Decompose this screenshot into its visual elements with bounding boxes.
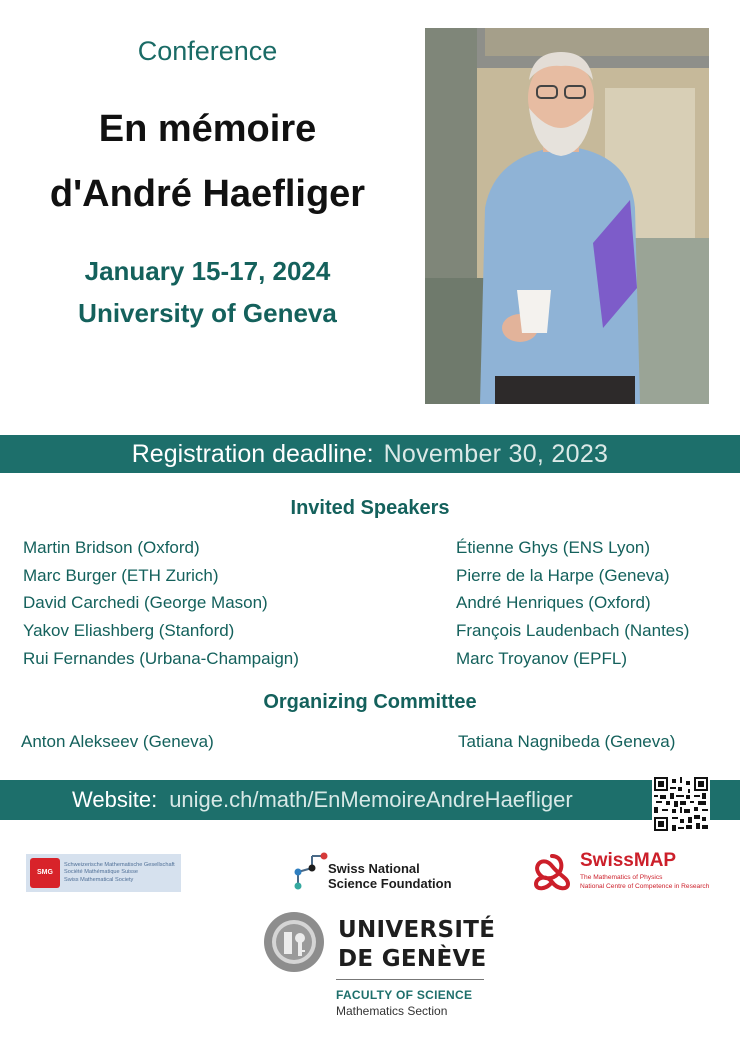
speaker-item: Martin Bridson (Oxford) bbox=[23, 538, 200, 557]
swissmap-name: SwissMAP bbox=[580, 850, 677, 871]
title-line-2: d'André Haefliger bbox=[49, 173, 366, 215]
committee-left bbox=[21, 728, 214, 756]
faculty-name: FACULTY OF SCIENCE bbox=[336, 988, 473, 1002]
conference-label: Conference bbox=[137, 36, 278, 66]
speakers-right-column bbox=[456, 534, 689, 672]
title-line-1: En mémoire bbox=[98, 108, 317, 150]
unige-name bbox=[338, 916, 495, 974]
registration-banner bbox=[0, 435, 740, 473]
snsf-network-icon bbox=[288, 850, 328, 894]
unige-seal-graphic bbox=[262, 910, 326, 974]
committee-right bbox=[458, 728, 675, 756]
website-banner bbox=[0, 780, 740, 820]
speaker-item: David Carchedi (George Mason) bbox=[23, 593, 268, 613]
unige-seal-icon bbox=[262, 910, 326, 974]
committee-member: Tatiana Nagnibeda (Geneva) bbox=[458, 732, 676, 751]
smg-badge-icon bbox=[30, 858, 60, 888]
registration-deadline: November 30, 2023 bbox=[383, 439, 609, 468]
speaker-item: Pierre de la Harpe (Geneva) bbox=[456, 565, 670, 585]
speaker-item: François Laudenbach (Nantes) bbox=[456, 621, 690, 641]
swissmap-logo bbox=[530, 850, 720, 894]
smg-name-de: Schweizerische Mathematische Gesellschaft bbox=[64, 861, 175, 868]
section-name: Mathematics Section bbox=[336, 1004, 448, 1018]
portrait-photo bbox=[425, 28, 709, 404]
smg-name-fr: Société Mathématique Suisse bbox=[64, 869, 139, 876]
smg-names bbox=[64, 862, 175, 885]
speaker-item: André Henriques (Oxford) bbox=[456, 593, 651, 613]
smg-logo bbox=[26, 854, 181, 892]
swissmap-subtitle bbox=[580, 874, 709, 891]
speaker-item: Rui Fernandes (Urbana-Champaign) bbox=[23, 648, 299, 668]
speaker-item: Étienne Ghys (ENS Lyon) bbox=[456, 538, 651, 557]
snsf-name-line-1: Swiss National bbox=[328, 861, 420, 876]
smg-name-en: Swiss Mathematical Society bbox=[64, 876, 134, 883]
qr-code-icon bbox=[654, 777, 708, 831]
qr-code[interactable] bbox=[652, 775, 710, 833]
swissmap-subtitle-line-2: National Centre of Competence in Research bbox=[580, 882, 710, 890]
snsf-name-line-2: Science Foundation bbox=[328, 875, 452, 891]
registration-label: Registration deadline: bbox=[131, 439, 374, 468]
portrait-illustration bbox=[425, 28, 709, 404]
conference-venue: University of Geneva bbox=[78, 298, 337, 328]
speaker-item: Marc Troyanov (EPFL) bbox=[456, 648, 627, 668]
smg-badge-text: SMG bbox=[37, 869, 53, 877]
conference-dates: January 15-17, 2024 bbox=[84, 256, 331, 286]
speakers-left-column bbox=[23, 534, 299, 672]
unige-divider bbox=[336, 979, 484, 980]
website-label: Website: bbox=[72, 787, 158, 812]
invited-speakers-heading: Invited Speakers bbox=[290, 497, 450, 519]
speaker-item: Yakov Eliashberg (Stanford) bbox=[23, 621, 235, 641]
speaker-item: Marc Burger (ETH Zurich) bbox=[23, 565, 219, 585]
website-link[interactable]: unige.ch/math/EnMemoireAndreHaefliger bbox=[169, 787, 573, 812]
committee-member: Anton Alekseev (Geneva) bbox=[21, 732, 214, 751]
snsf-name bbox=[328, 862, 452, 892]
organizing-committee-heading: Organizing Committee bbox=[263, 691, 477, 713]
snsf-logo bbox=[288, 850, 478, 894]
unige-name-line-2: DE GENÈVE bbox=[338, 945, 487, 972]
unige-name-line-1: UNIVERSITÉ bbox=[338, 917, 496, 943]
swissmap-subtitle-line-1: The Mathematics of Physics bbox=[580, 874, 663, 881]
swissmap-knot-icon bbox=[530, 850, 574, 894]
